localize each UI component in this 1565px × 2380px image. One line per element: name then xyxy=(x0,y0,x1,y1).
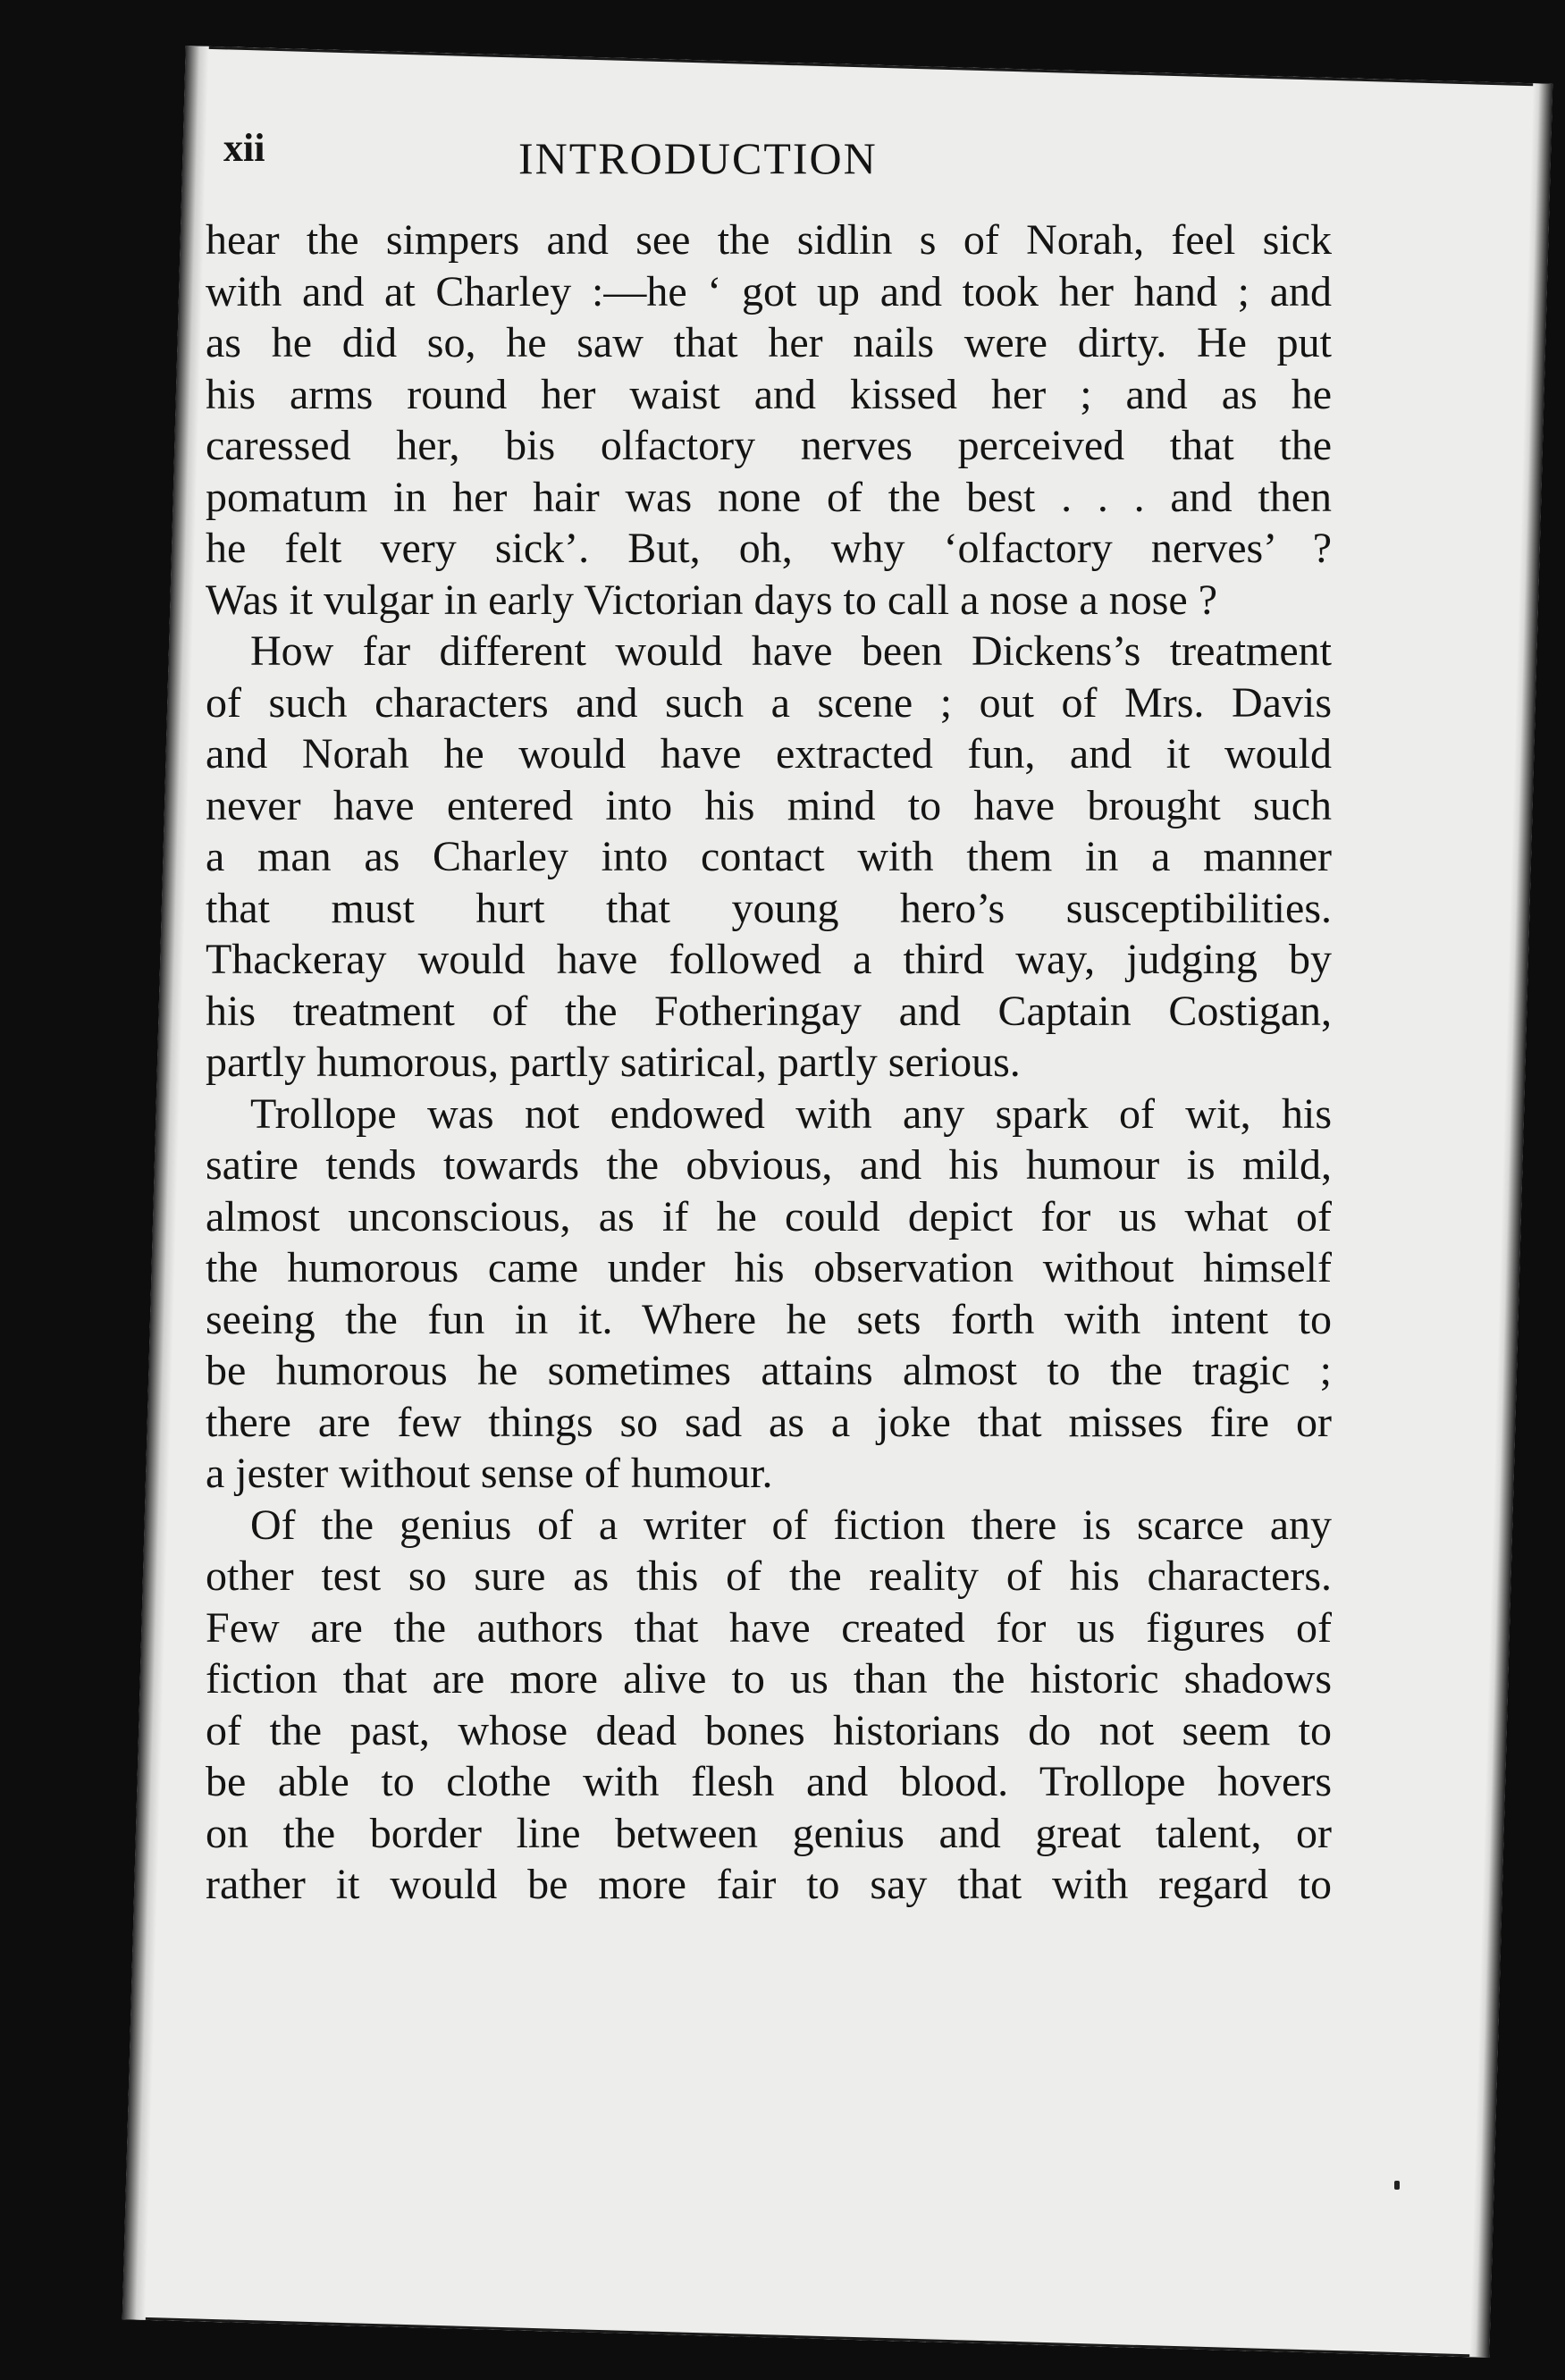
ink-speck xyxy=(1394,2181,1400,2190)
text-line: of such characters and such a scene ; out of Mrs. Davis xyxy=(206,678,1332,727)
text-line: Thackeray would have followed a third way, judging by xyxy=(206,936,1332,983)
paragraph-start-line: How far different would have been Dickens’s treatment xyxy=(250,627,1332,675)
text-line: seeing the fun in it. Where he sets forth with intent to xyxy=(206,1295,1332,1343)
text-line: Was it vulgar in early Victorian days to call a nose a nose ? xyxy=(206,576,1218,624)
text-line: caressed her, bis olfactory nerves perceived that the xyxy=(206,422,1332,469)
text-line: almost unconscious, as if he could depict for us what of xyxy=(206,1192,1332,1240)
text-line: of the past, whose dead bones historians do not seem to xyxy=(206,1706,1332,1754)
running-head: INTRODUCTION xyxy=(518,133,878,183)
text-line: the humorous came under his observation without himself xyxy=(206,1244,1332,1291)
text-line: hear the simpers and see the sidlin s of Norah, feel sick xyxy=(206,216,1332,264)
text-line: fiction that are more alive to us than the historic shadows xyxy=(206,1655,1332,1703)
text-line: other test so sure as this of the reality of his characters. xyxy=(206,1552,1332,1600)
text-line: he felt very sick’. But, oh, why ‘olfactory nerves’ ? xyxy=(206,525,1332,572)
page-number: xii xyxy=(223,126,265,170)
text-line: as he did so, he saw that her nails were dirty. He put xyxy=(206,319,1332,366)
text-line: a jester without sense of humour. xyxy=(206,1450,773,1497)
text-line: never have entered into his mind to have brought such xyxy=(206,781,1332,829)
page-header xyxy=(223,125,1117,197)
text-line: Few are the authors that have created for us figures of xyxy=(206,1603,1332,1652)
text-line: with and at Charley :—he ‘ got up and took her hand ; and xyxy=(206,267,1332,315)
text-line: that must hurt that young hero’s susceptibilities. xyxy=(206,884,1332,932)
text-line: and Norah he would have extracted fun, and it would xyxy=(206,730,1332,778)
text-line: be able to clothe with flesh and blood. Trollope hovers xyxy=(206,1758,1332,1805)
text-line: partly humorous, partly satirical, partly serious. xyxy=(206,1039,1021,1086)
body-text xyxy=(206,214,1332,1911)
text-line: his arms round her waist and kissed her ; and as he xyxy=(206,370,1332,418)
text-line: rather it would be more fair to say that with regard to xyxy=(206,1861,1332,1908)
paragraph-start-line: Of the genius of a writer of fiction there is scarce any xyxy=(250,1501,1332,1549)
paragraph-start-line: Trollope was not endowed with any spark of wit, his xyxy=(250,1089,1332,1138)
text-line: satire tends towards the obvious, and his humour is mild, xyxy=(206,1141,1332,1189)
text-line: his treatment of the Fotheringay and Captain Costigan, xyxy=(206,987,1332,1035)
text-line: be humorous he sometimes attains almost to the tragic ; xyxy=(206,1347,1332,1394)
text-line: there are few things so sad as a joke that misses fire or xyxy=(206,1398,1332,1446)
text-line: a man as Charley into contact with them in a manner xyxy=(206,833,1332,880)
text-line: on the border line between genius and great talent, or xyxy=(206,1809,1332,1857)
text-line: pomatum in her hair was none of the best . . . and then xyxy=(206,473,1332,521)
